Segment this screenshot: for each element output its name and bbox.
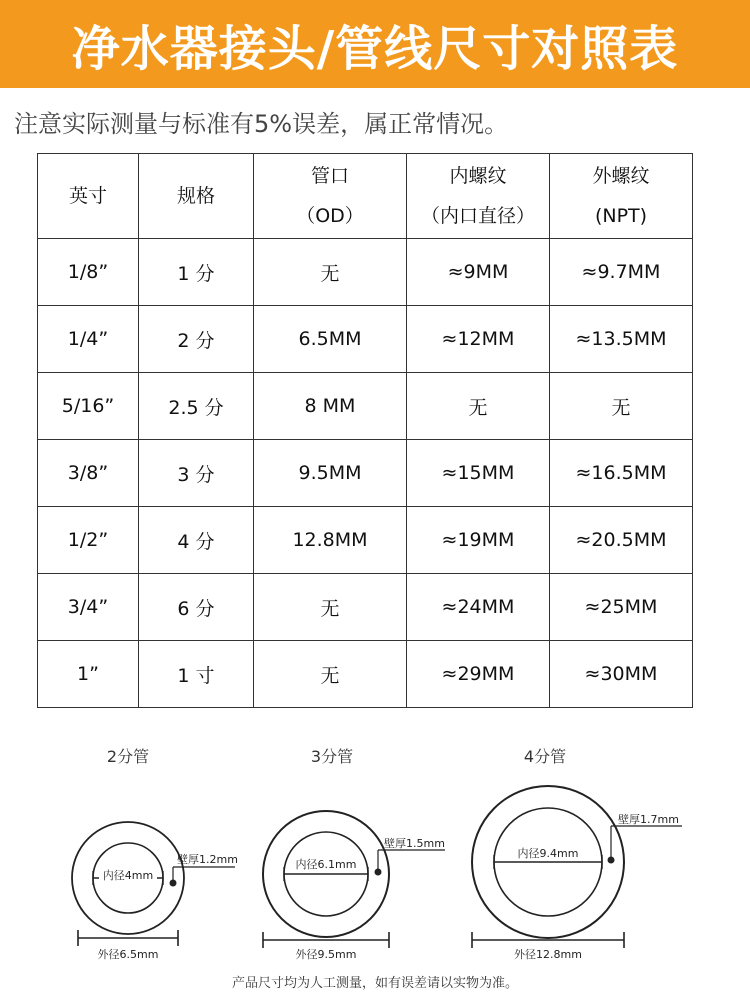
cell-spec: 3 分 (139, 440, 254, 507)
cell-inner-thread: ≈24MM (407, 574, 550, 641)
header-inch: 英寸 (38, 154, 139, 239)
size-table (37, 153, 693, 708)
cell-inner-thread: 无 (407, 373, 550, 440)
pipe-2fen (72, 747, 238, 961)
table-row (38, 574, 693, 641)
cell-spec: 2 分 (139, 306, 254, 373)
header-spec: 规格 (139, 154, 254, 239)
cell-od: 无 (254, 641, 407, 708)
table-row (38, 306, 693, 373)
cell-inch: 5/16” (38, 373, 139, 440)
cell-inch: 3/8” (38, 440, 139, 507)
cell-spec: 1 分 (139, 239, 254, 306)
header-inner-thread: 内螺纹 （内口直径） (407, 154, 550, 239)
wall-thickness-label: 壁厚1.5mm (384, 837, 445, 850)
cell-outer-thread: ≈9.7MM (550, 239, 693, 306)
cell-od: 9.5MM (254, 440, 407, 507)
cell-od: 无 (254, 239, 407, 306)
cell-inch: 3/4” (38, 574, 139, 641)
cell-inner-thread: ≈12MM (407, 306, 550, 373)
outer-diameter-label: 外径9.5mm (295, 948, 357, 961)
header-od: 管口 （OD） (254, 154, 407, 239)
table-row (38, 641, 693, 708)
measurement-note: 注意实际测量与标准有5%误差，属正常情况。 (14, 110, 509, 138)
cell-spec: 6 分 (139, 574, 254, 641)
pipe-title: 2分管 (106, 747, 150, 766)
cell-od: 无 (254, 574, 407, 641)
cell-outer-thread: ≈16.5MM (550, 440, 693, 507)
cell-od: 6.5MM (254, 306, 407, 373)
inner-diameter-label: 内径4mm (102, 869, 154, 882)
cell-outer-thread: ≈13.5MM (550, 306, 693, 373)
pipe-title: 4分管 (523, 747, 567, 766)
inner-diameter-label: 内径9.4mm (517, 847, 579, 860)
cell-spec: 4 分 (139, 507, 254, 574)
cell-outer-thread: ≈30MM (550, 641, 693, 708)
pipe-3fen (263, 747, 445, 961)
table-row (38, 373, 693, 440)
cell-outer-thread: ≈25MM (550, 574, 693, 641)
cell-inch: 1” (38, 641, 139, 708)
cell-inner-thread: ≈19MM (407, 507, 550, 574)
cell-spec: 2.5 分 (139, 373, 254, 440)
table-header-row (38, 154, 693, 239)
cell-inner-thread: ≈29MM (407, 641, 550, 708)
cell-od: 12.8MM (254, 507, 407, 574)
pipe-cross-section-diagram (0, 730, 750, 1000)
cell-spec: 1 寸 (139, 641, 254, 708)
cell-outer-thread: 无 (550, 373, 693, 440)
cell-inner-thread: ≈9MM (407, 239, 550, 306)
cell-inch: 1/2” (38, 507, 139, 574)
cell-od: 8 MM (254, 373, 407, 440)
footer-note: 产品尺寸均为人工测量，如有误差请以实物为准。 (231, 976, 518, 991)
cell-inch: 1/4” (38, 306, 139, 373)
table-row (38, 507, 693, 574)
outer-diameter-label: 外径12.8mm (514, 948, 582, 961)
cell-outer-thread: ≈20.5MM (550, 507, 693, 574)
pipe-4fen (472, 747, 682, 961)
title-banner (0, 0, 750, 88)
header-outer-thread: 外螺纹 (NPT) (550, 154, 693, 239)
cell-inner-thread: ≈15MM (407, 440, 550, 507)
outer-diameter-label: 外径6.5mm (97, 948, 159, 961)
inner-diameter-label: 内径6.1mm (295, 858, 357, 871)
wall-thickness-label: 壁厚1.7mm (618, 813, 679, 826)
pipe-title: 3分管 (310, 747, 354, 766)
cell-inch: 1/8” (38, 239, 139, 306)
page-title: 净水器接头/管线尺寸对照表 (71, 20, 679, 77)
wall-thickness-label: 壁厚1.2mm (177, 853, 238, 866)
table-row (38, 440, 693, 507)
table-row (38, 239, 693, 306)
